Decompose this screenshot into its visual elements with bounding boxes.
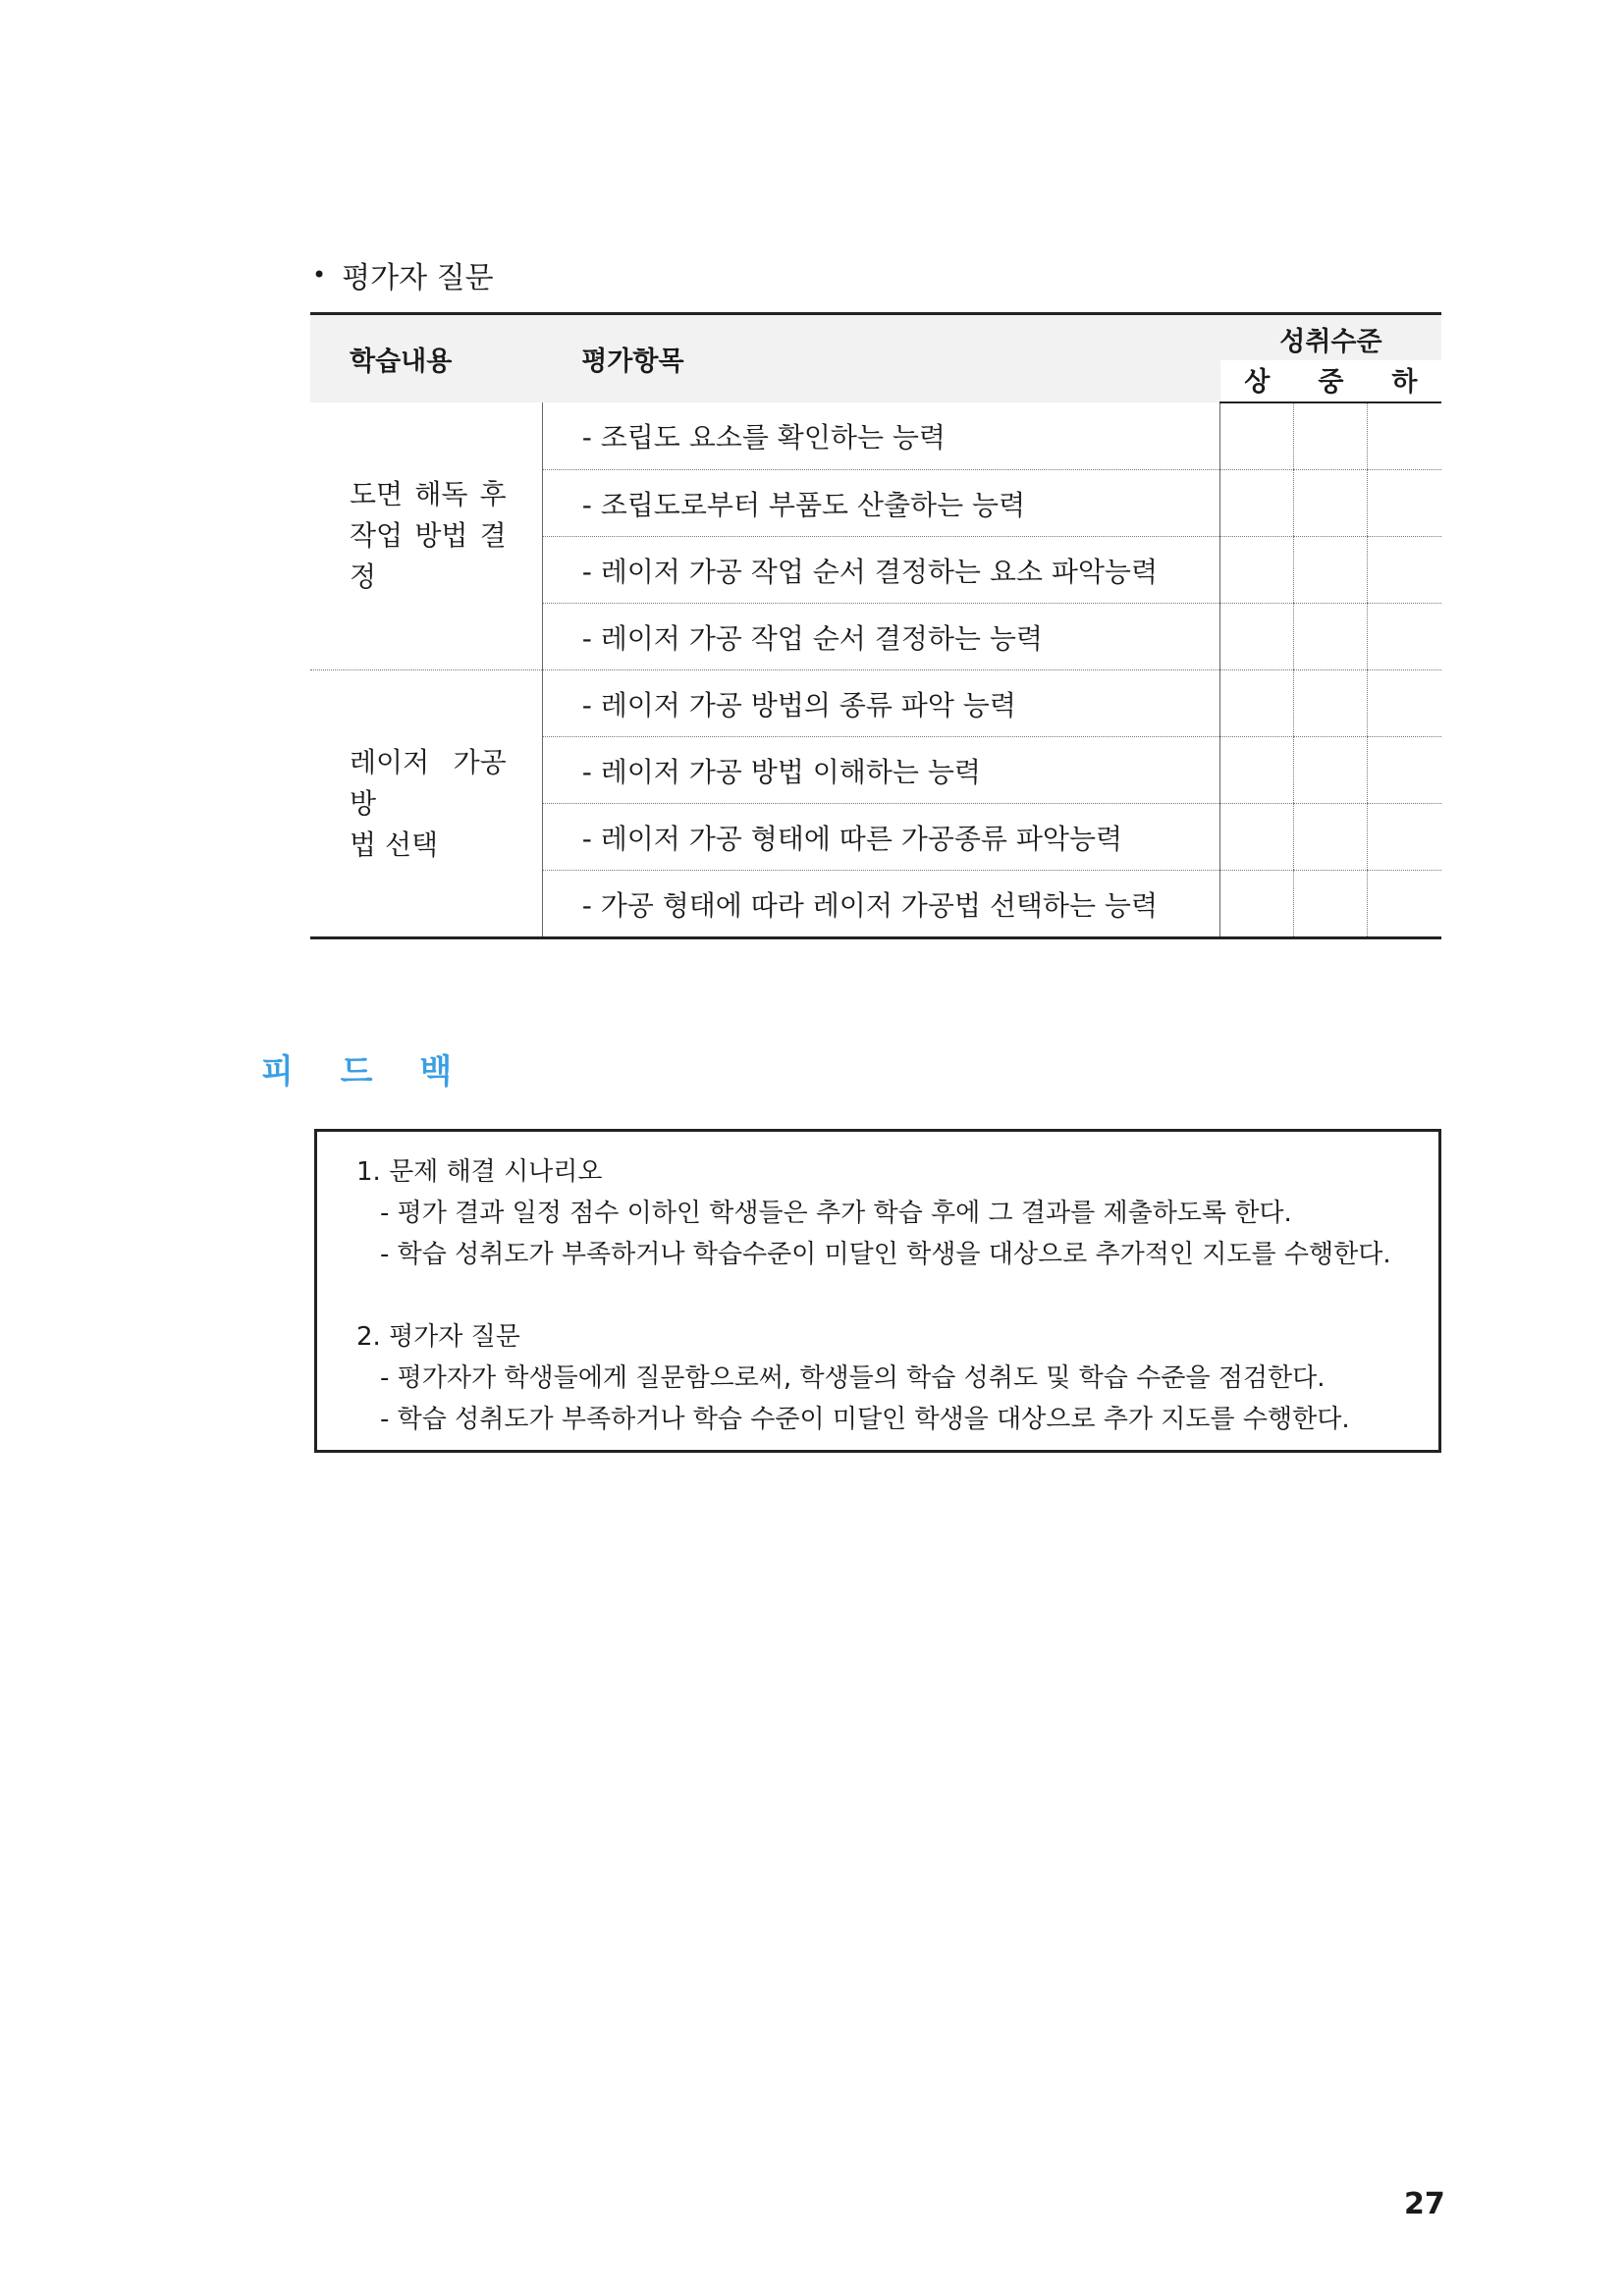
level-checkbox-low[interactable] <box>1368 670 1441 737</box>
content-line: 작업 방법 결정 <box>350 519 507 593</box>
level-checkbox-mid[interactable] <box>1294 537 1368 604</box>
level-checkbox-low[interactable] <box>1368 737 1441 804</box>
bullet-icon: • <box>312 261 327 289</box>
header-level-low: 하 <box>1368 360 1441 402</box>
item-cell: - 레이저 가공 방법의 종류 파악 능력 <box>542 670 1220 737</box>
content-cell-2 <box>310 670 542 938</box>
content-line: 도면 해독 후 <box>350 478 507 510</box>
content-line: 레이저 가공 방 <box>350 745 507 820</box>
feedback-block-heading: 2. 평가자 질문 <box>356 1322 520 1352</box>
level-checkbox-mid[interactable] <box>1294 804 1368 871</box>
level-checkbox-low[interactable] <box>1368 871 1441 938</box>
header-level-mid: 중 <box>1294 360 1368 402</box>
level-checkbox-high[interactable] <box>1220 871 1294 938</box>
level-checkbox-high[interactable] <box>1220 804 1294 871</box>
feedback-line: - 학습 성취도가 부족하거나 학습수준이 미달인 학생을 대상으로 추가적인 지도를 수행한다. <box>380 1240 1391 1269</box>
table-row <box>310 402 1441 470</box>
level-checkbox-low[interactable] <box>1368 470 1441 537</box>
page-number: 27 <box>1404 2187 1445 2221</box>
content-cell-1 <box>310 402 542 670</box>
feedback-block <box>356 1316 1399 1440</box>
item-cell: - 조립도 요소를 확인하는 능력 <box>542 402 1220 470</box>
level-checkbox-mid[interactable] <box>1294 871 1368 938</box>
header-content: 학습내용 <box>310 314 542 403</box>
item-cell: - 가공 형태에 따라 레이저 가공법 선택하는 능력 <box>542 871 1220 938</box>
section-heading-text: 평가자 질문 <box>342 261 494 295</box>
level-checkbox-low[interactable] <box>1368 537 1441 604</box>
item-cell: - 레이저 가공 작업 순서 결정하는 능력 <box>542 604 1220 670</box>
item-cell: - 레이저 가공 방법 이해하는 능력 <box>542 737 1220 804</box>
header-level: 성취수준 <box>1220 314 1441 361</box>
feedback-block-heading: 1. 문제 해결 시나리오 <box>356 1157 603 1187</box>
level-checkbox-low[interactable] <box>1368 604 1441 670</box>
header-level-high: 상 <box>1220 360 1294 402</box>
level-checkbox-high[interactable] <box>1220 737 1294 804</box>
section-heading <box>312 253 494 296</box>
feedback-block <box>356 1151 1399 1275</box>
item-cell: - 레이저 가공 형태에 따른 가공종류 파악능력 <box>542 804 1220 871</box>
level-checkbox-mid[interactable] <box>1294 604 1368 670</box>
feedback-line: - 학습 성취도가 부족하거나 학습 수준이 미달인 학생을 대상으로 추가 지도를 수행한다. <box>380 1405 1350 1434</box>
level-checkbox-mid[interactable] <box>1294 737 1368 804</box>
item-cell: - 레이저 가공 작업 순서 결정하는 요소 파악능력 <box>542 537 1220 604</box>
table-row <box>310 670 1441 737</box>
level-checkbox-mid[interactable] <box>1294 670 1368 737</box>
header-item: 평가항목 <box>542 314 1220 403</box>
level-checkbox-high[interactable] <box>1220 537 1294 604</box>
item-cell: - 조립도로부터 부품도 산출하는 능력 <box>542 470 1220 537</box>
level-checkbox-mid[interactable] <box>1294 470 1368 537</box>
level-checkbox-high[interactable] <box>1220 670 1294 737</box>
level-checkbox-mid[interactable] <box>1294 402 1368 470</box>
level-checkbox-high[interactable] <box>1220 470 1294 537</box>
level-checkbox-high[interactable] <box>1220 604 1294 670</box>
level-checkbox-low[interactable] <box>1368 402 1441 470</box>
feedback-line: - 평가 결과 일정 점수 이하인 학생들은 추가 학습 후에 그 결과를 제출하도록 한다. <box>380 1199 1292 1228</box>
evaluation-table <box>310 312 1441 939</box>
content-line: 법 선택 <box>350 828 439 861</box>
feedback-title: 피 드 백 <box>261 1052 470 1092</box>
level-checkbox-high[interactable] <box>1220 402 1294 470</box>
feedback-box <box>314 1129 1441 1453</box>
level-checkbox-low[interactable] <box>1368 804 1441 871</box>
feedback-line: - 평가자가 학생들에게 질문함으로써, 학생들의 학습 성취도 및 학습 수준을 점검한다. <box>380 1363 1326 1393</box>
